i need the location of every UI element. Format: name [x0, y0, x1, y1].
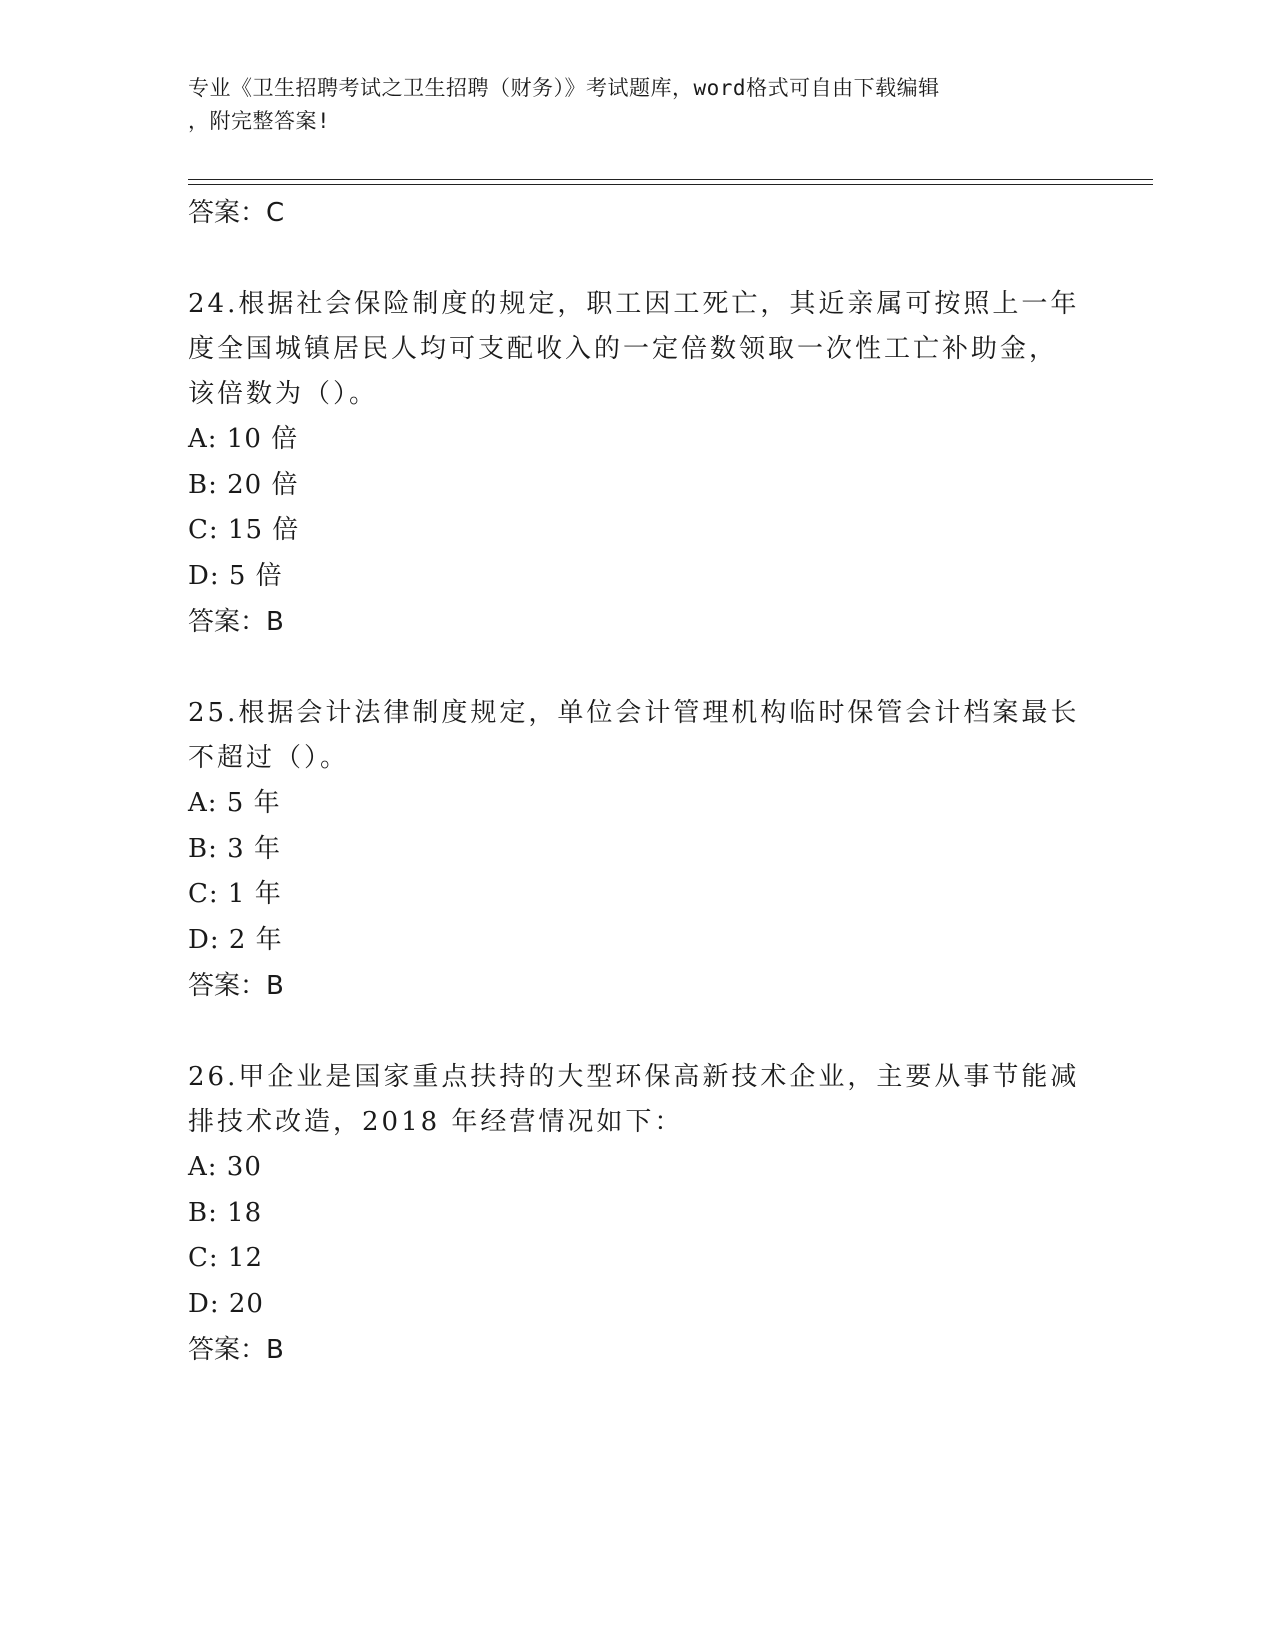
- question-24-line-2: 度全国城镇居民人均可支配收入的一定倍数领取一次性工亡补助金，: [188, 334, 1059, 364]
- page-header: [188, 72, 1068, 138]
- question-26-line-1: 26.甲企业是国家重点扶持的大型环保高新技术企业，主要从事节能减: [188, 1062, 1080, 1092]
- question-24-answer: 答案：B: [188, 607, 284, 637]
- question-24-option-d: D: 5 倍: [188, 560, 283, 591]
- spacer: [188, 645, 1088, 691]
- header-line-2: ，附完整答案!: [188, 109, 331, 133]
- question-25-option-d: D: 2 年: [188, 924, 283, 955]
- question-24-line-3: 该倍数为（）。: [188, 379, 379, 409]
- question-25-option-a: A: 5 年: [188, 788, 281, 818]
- question-24: [188, 282, 1088, 645]
- question-24-text: [188, 282, 1088, 417]
- question-26-option-c: C: 12: [188, 1243, 264, 1273]
- question-list: [188, 190, 1088, 1373]
- header-line-1: 专业《卫生招聘考试之卫生招聘（财务）》考试题库，word格式可自由下载编辑: [188, 76, 940, 100]
- question-26-option-d: D: 20: [188, 1288, 264, 1319]
- question-24-option-a: A: 10 倍: [188, 424, 299, 454]
- question-25-answer: 答案：B: [188, 971, 284, 1001]
- question-26-option-a: A: 30: [188, 1152, 262, 1182]
- question-26-answer: 答案：B: [188, 1335, 284, 1365]
- question-25-option-b: B: 3 年: [188, 833, 281, 864]
- question-26-text: [188, 1055, 1088, 1145]
- question-24-option-b: B: 20 倍: [188, 469, 299, 500]
- header-divider-bottom: [188, 184, 1153, 185]
- question-25-line-2: 不超过（）。: [188, 743, 350, 773]
- question-25-line-1: 25.根据会计法律制度规定，单位会计管理机构临时保管会计档案最长: [188, 698, 1080, 728]
- previous-question-answer: 答案：C: [188, 198, 285, 228]
- question-26-option-b: B: 18: [188, 1197, 263, 1228]
- question-24-line-1: 24.根据社会保险制度的规定，职工因工死亡，其近亲属可按照上一年: [188, 289, 1080, 319]
- spacer: [188, 236, 1088, 282]
- question-25-option-c: C: 1 年: [188, 879, 282, 909]
- question-26: [188, 1055, 1088, 1373]
- question-24-option-c: C: 15 倍: [188, 515, 300, 545]
- question-26-line-2: 排技术改造，2018 年经营情况如下：: [188, 1107, 684, 1137]
- spacer: [188, 1009, 1088, 1055]
- header-divider-top: [188, 179, 1153, 180]
- question-25: [188, 691, 1088, 1009]
- question-25-text: [188, 691, 1088, 781]
